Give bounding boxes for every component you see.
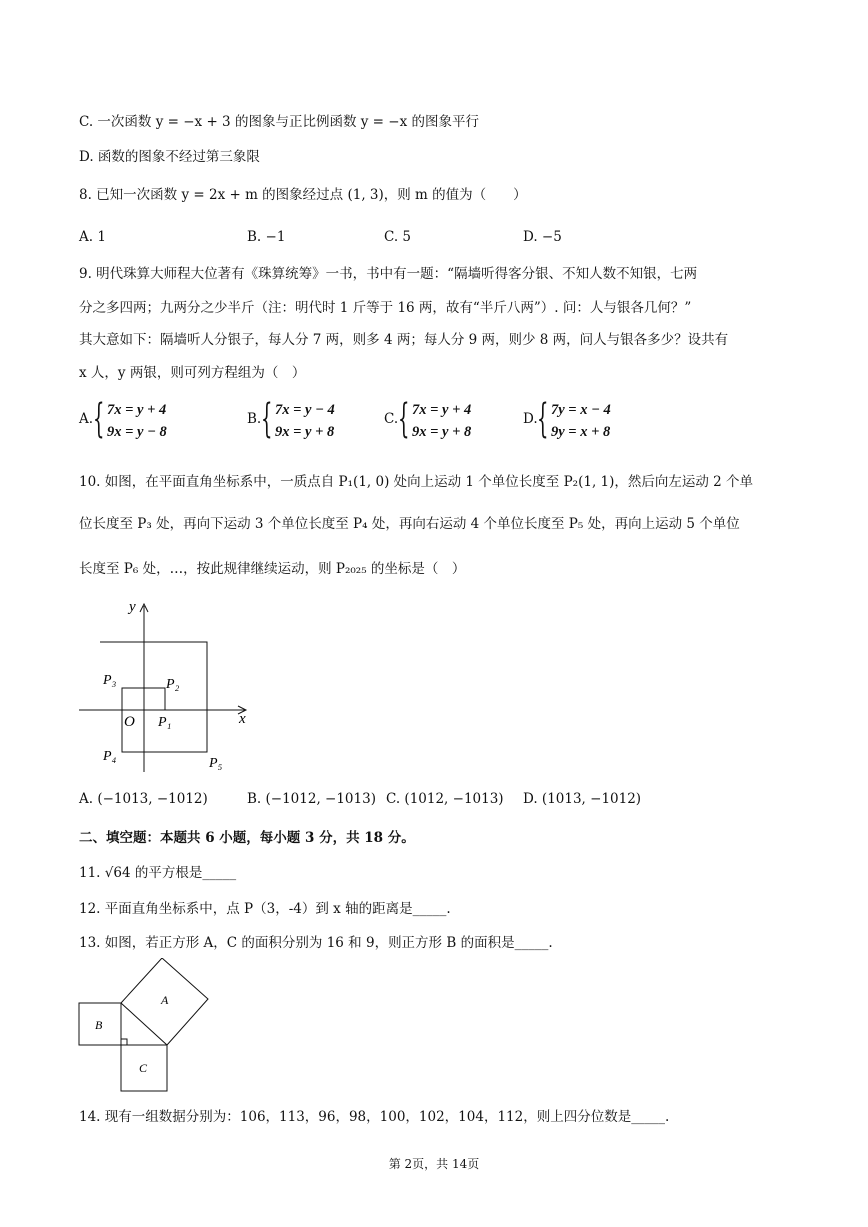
page-footer: 第 2页，共 14页 — [388, 1157, 480, 1171]
q9-option-c-label: C. — [384, 411, 399, 427]
q9-option-b-label: B. — [247, 411, 262, 427]
q10-option-b: B. (−1012, −1013) — [247, 791, 376, 807]
q10-option-c: C. (1012, −1013) — [386, 791, 504, 807]
q9-option-c-eq2: 9x = y + 8 — [412, 424, 472, 440]
q8-option-d: D. −5 — [523, 229, 562, 245]
label-p4: P₄ — [103, 749, 117, 764]
q9-line-1: 9. 明代珠算大师程大位著有《珠算统筹》一书，书中有一题：“隔墙听得客分银、不知人数不知银，七两 — [79, 266, 698, 282]
q9-line-3: 其大意如下：隔墙听人分银子，每人分 7 两，则多 4 两；每人分 9 两，则少 8 两，问人与银各多少？设共有 — [79, 332, 729, 348]
label-p3: P₃ — [103, 673, 117, 688]
label-x: x — [239, 711, 246, 727]
label-p1: P₁ — [158, 715, 172, 730]
label-y: y — [129, 599, 136, 615]
q11-stem: 11. √64 的平方根是_____ — [79, 865, 237, 881]
q13-squares-figure — [75, 958, 225, 1098]
q8-stem: 8. 已知一次函数 y = 2x + m 的图象经过点 (1, 3)，则 m 的值为（ ） — [79, 187, 527, 203]
q13-stem: 13. 如图，若正方形 A，C 的面积分别为 16 和 9，则正方形 B 的面积是_____. — [79, 935, 553, 951]
q9-option-d-eq1: 7y = x − 4 — [551, 402, 611, 418]
q9-option-b-eq2: 9x = y + 8 — [275, 424, 335, 440]
q8-option-a: A. 1 — [79, 229, 106, 245]
label-p5: P₅ — [209, 756, 223, 771]
brace-icon: { — [261, 396, 273, 442]
q7-option-d: D. 函数的图象不经过第三象限 — [79, 149, 260, 165]
right-angle-mark-icon — [121, 1039, 127, 1045]
brace-icon: { — [398, 396, 410, 442]
q10-line-2: 位长度至 P₃ 处，再向下运动 3 个单位长度至 P₄ 处，再向右运动 4 个单位长度至 P₅ 处，再向上运动 5 个单位 — [79, 516, 740, 532]
q9-option-d-eq2: 9y = x + 8 — [551, 424, 611, 440]
label-a: A — [161, 993, 169, 1007]
q9-option-c-eq1: 7x = y + 4 — [412, 402, 472, 418]
q10-line-1: 10. 如图，在平面直角坐标系中，一质点自 P₁(1, 0) 处向上运动 1 个单位长度至 P₂(1, 1)，然后向左运动 2 个单 — [79, 474, 754, 490]
q9-line-2: 分之多四两；九两分之少半斤（注：明代时 1 斤等于 16 两，故有“半斤八两”）. 问：人与银各几何？” — [79, 300, 692, 316]
q9-line-4: x 人，y 两银，则可列方程组为（ ） — [79, 365, 306, 381]
q9-option-a-eq2: 9x = y − 8 — [107, 424, 167, 440]
q9-option-d-label: D. — [523, 411, 538, 427]
brace-icon: { — [537, 396, 549, 442]
q9-option-a-eq1: 7x = y + 4 — [107, 402, 167, 418]
spiral-path — [100, 642, 207, 752]
q9-option-b-eq1: 7x = y − 4 — [275, 402, 335, 418]
q14-stem: 14. 现有一组数据分别为：106，113，96，98，100，102，104，112，则上四分位数是_____. — [79, 1109, 670, 1125]
q8-option-c: C. 5 — [384, 229, 412, 245]
q10-line-3: 长度至 P₆ 处，…，按此规律继续运动，则 P₂₀₂₅ 的坐标是（ ） — [79, 561, 466, 577]
q9-option-a-label: A. — [79, 411, 94, 427]
label-origin: O — [124, 714, 135, 730]
q10-option-a: A. (−1013, −1012) — [79, 791, 208, 807]
q7-option-c: C. 一次函数 y = −x + 3 的图象与正比例函数 y = −x 的图象平行 — [79, 114, 479, 130]
label-c: C — [139, 1061, 148, 1075]
label-b: B — [95, 1018, 103, 1032]
brace-icon: { — [93, 396, 105, 442]
q10-option-d: D. (1013, −1012) — [523, 791, 642, 807]
q12-stem: 12. 平面直角坐标系中，点 P（3，-4）到 x 轴的距离是_____. — [79, 901, 451, 917]
q10-spiral-figure — [75, 592, 265, 777]
label-p2: P₂ — [166, 677, 180, 692]
q8-option-b: B. −1 — [247, 229, 286, 245]
section-heading: 二、填空题：本题共 6 小题，每小题 3 分，共 18 分。 — [79, 830, 415, 846]
